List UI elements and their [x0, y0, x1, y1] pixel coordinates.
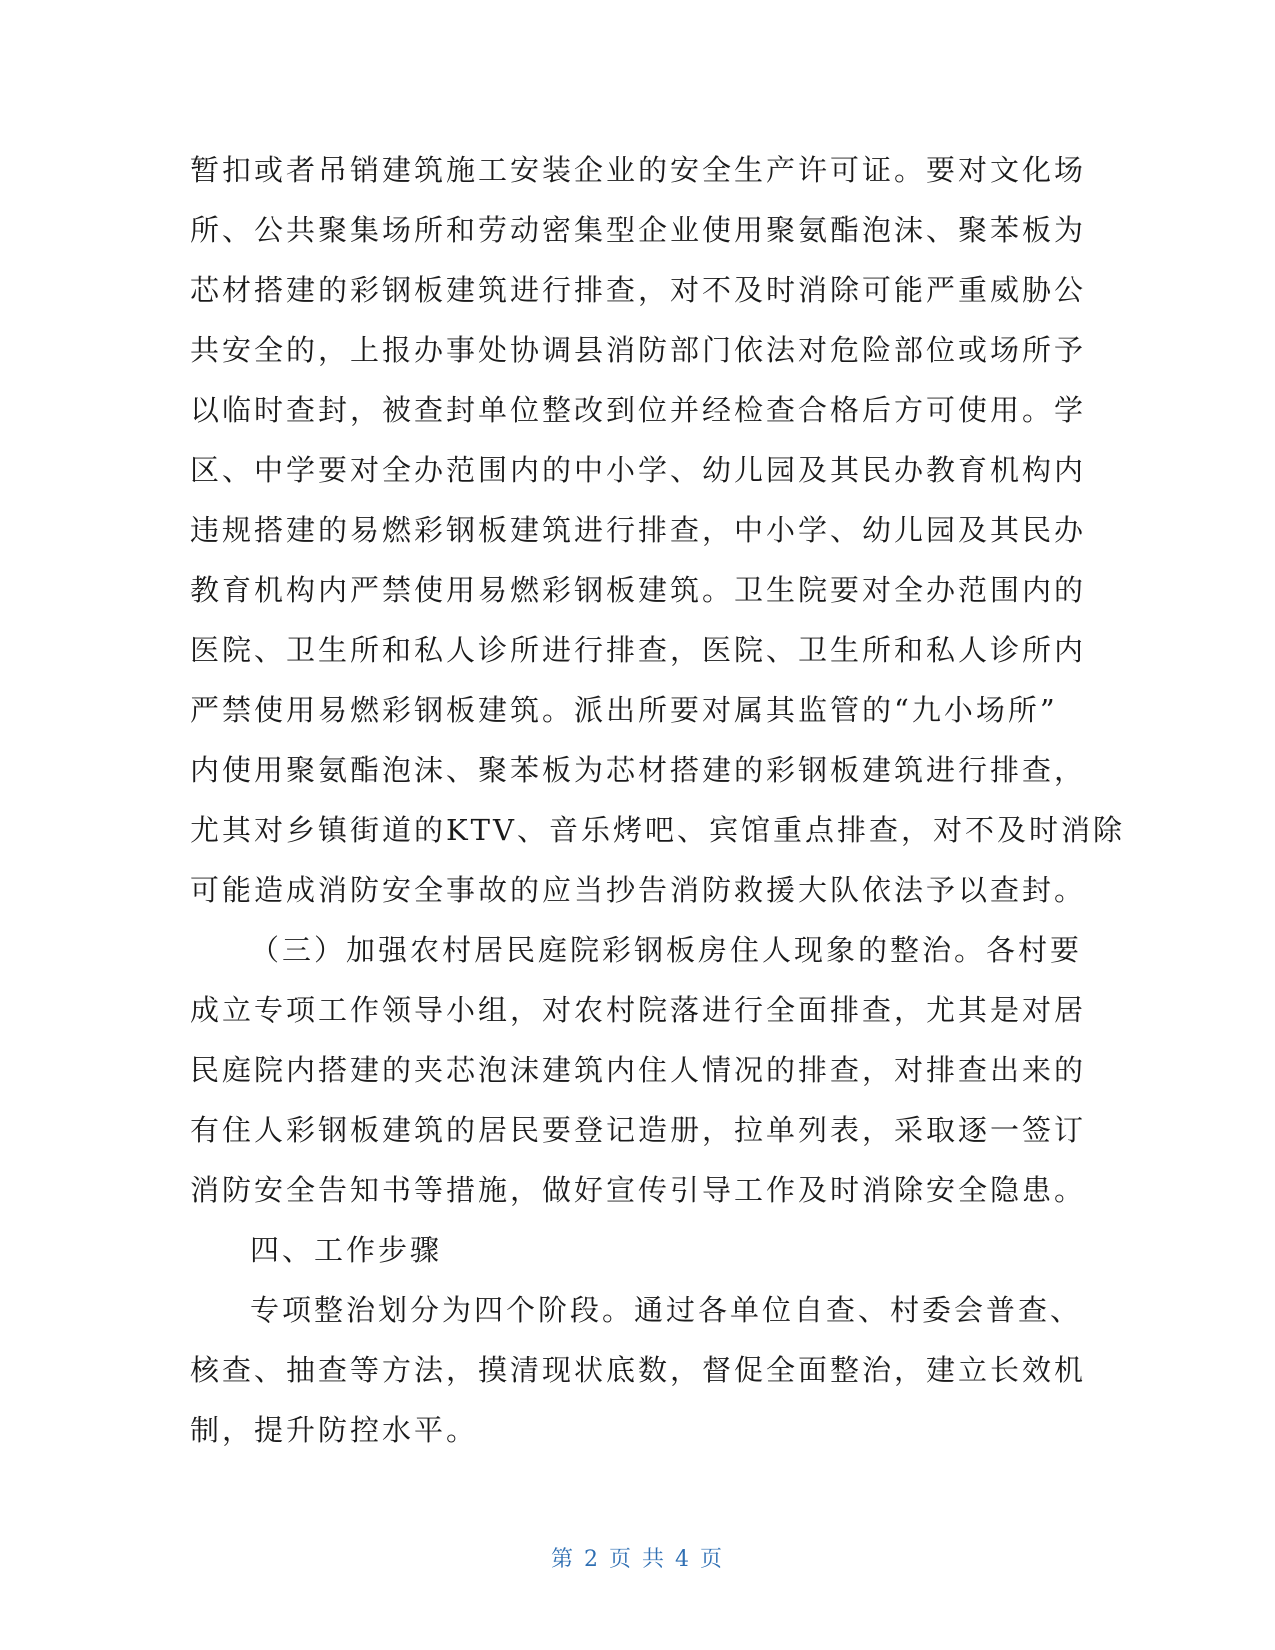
page-number-footer: 第 2 页 共 4 页	[551, 1547, 724, 1572]
text-line: 有住人彩钢板建筑的居民要登记造册，拉单列表，采取逐一签订	[190, 1113, 1087, 1147]
text-line: 区、中学要对全办范围内的中小学、幼儿园及其民办教育机构内	[190, 453, 1087, 487]
text-line: 所、公共聚集场所和劳动密集型企业使用聚氨酯泡沫、聚苯板为	[190, 213, 1087, 247]
document-body	[190, 140, 1125, 1460]
text-line: 尤其对乡镇街道的KTV、音乐烤吧、宾馆重点排查，对不及时消除	[190, 813, 1125, 847]
text-line: 医院、卫生所和私人诊所进行排查，医院、卫生所和私人诊所内	[190, 633, 1087, 667]
section-heading: 四、工作步骤	[250, 1233, 443, 1267]
text-line: 成立专项工作领导小组，对农村院落进行全面排查，尤其是对居	[190, 993, 1087, 1027]
text-line: 内使用聚氨酯泡沫、聚苯板为芯材搭建的彩钢板建筑进行排查，	[190, 753, 1087, 787]
text-line: 可能造成消防安全事故的应当抄告消防救援大队依法予以查封。	[190, 873, 1087, 907]
text-line: 芯材搭建的彩钢板建筑进行排查，对不及时消除可能严重威胁公	[190, 273, 1087, 307]
text-line: 以临时查封，被查封单位整改到位并经检查合格后方可使用。学	[190, 393, 1087, 427]
section-paragraph-start: （三）加强农村居民庭院彩钢板房住人现象的整治。各村要	[250, 933, 1083, 967]
text-line: 教育机构内严禁使用易燃彩钢板建筑。卫生院要对全办范围内的	[190, 573, 1087, 607]
text-line: 制，提升防控水平。	[190, 1413, 479, 1447]
text-line: 民庭院内搭建的夹芯泡沫建筑内住人情况的排查，对排查出来的	[190, 1053, 1087, 1087]
text-line: 违规搭建的易燃彩钢板建筑进行排查，中小学、幼儿园及其民办	[190, 513, 1087, 547]
text-line: 严禁使用易燃彩钢板建筑。派出所要对属其监管的“九小场所”	[190, 693, 1058, 727]
text-line: 暂扣或者吊销建筑施工安装企业的安全生产许可证。要对文化场	[190, 153, 1087, 187]
text-line: 共安全的，上报办事处协调县消防部门依法对危险部位或场所予	[190, 333, 1087, 367]
section-paragraph-start: 专项整治划分为四个阶段。通过各单位自查、村委会普查、	[250, 1293, 1083, 1327]
text-line: 核查、抽查等方法，摸清现状底数，督促全面整治，建立长效机	[190, 1353, 1087, 1387]
text-line: 消防安全告知书等措施，做好宣传引导工作及时消除安全隐患。	[190, 1173, 1087, 1207]
